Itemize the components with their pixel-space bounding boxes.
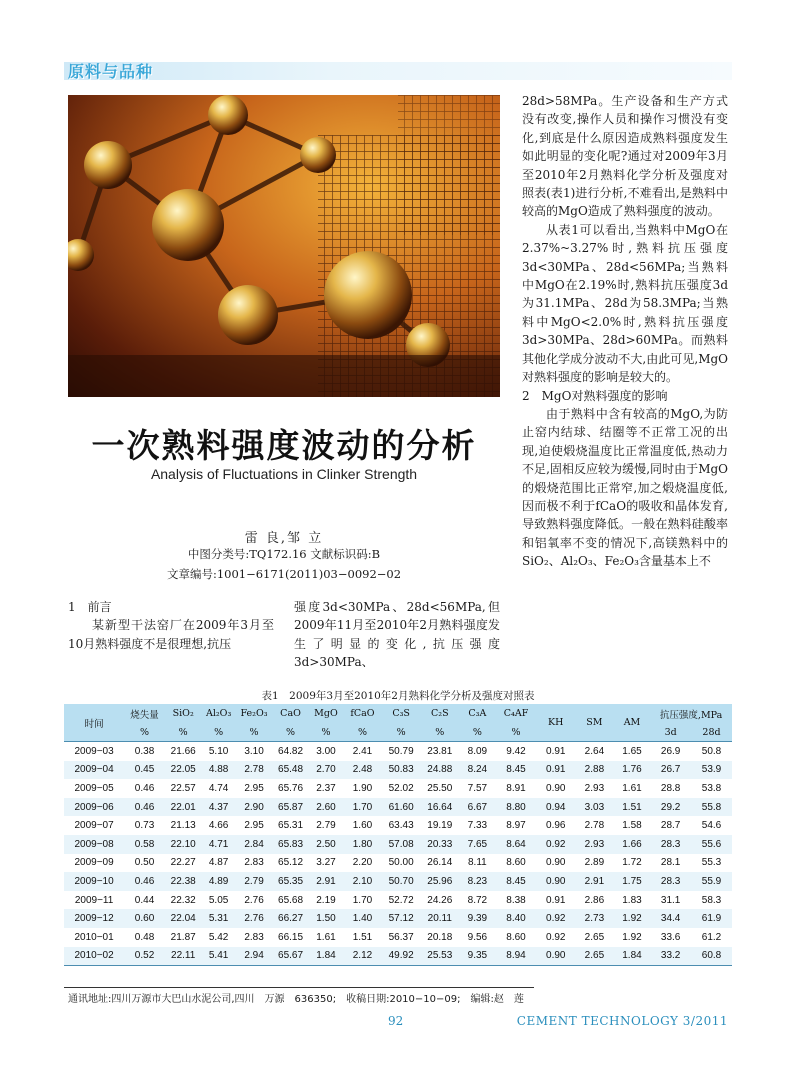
table-cell: 2.37	[316, 782, 336, 794]
table-cell: 2.60	[309, 798, 343, 817]
table-cell: 65.87	[272, 798, 309, 817]
header-col: C₃A	[459, 704, 496, 723]
table-cell: 1.83	[622, 894, 642, 906]
classification-line: 中图分类号:TQ172.16 文献标识码:B	[187, 547, 381, 561]
table-cell: 22.57	[170, 782, 196, 794]
table-cell: 1.90	[352, 782, 373, 794]
table-cell: 4.87	[208, 857, 229, 869]
table-cell: 57.12	[382, 909, 421, 928]
paragraph: 由于熟料中含有较高的MgO,为防止窑内结球、结圈等不正常工况的出现,迫使煅烧温度比正常温度低,热动力不足,固相反应较为缓慢,同时由于MgO的煅烧范围比正常窄,加之煅烧温度低,因而极不利于fCaO的吸收和晶体发育,导致熟料强度降低。一般在熟料硅酸率和铝氧率不变的情况下,高镁熟料中的SiO₂、Al₂O₃、Fe₂O₃含量基本上不	[522, 406, 728, 569]
header-unit: %	[420, 723, 459, 742]
header-28d: 28d	[691, 723, 732, 742]
header-sm: SM	[575, 704, 614, 742]
table-cell: 20.18	[427, 931, 453, 943]
table-cell: 0.48	[134, 931, 155, 943]
table-cell: 65.76	[278, 782, 304, 794]
table-cell: 0.91	[536, 742, 575, 761]
table-cell: 5.41	[201, 947, 235, 966]
table-cell: 8.23	[459, 872, 496, 891]
table-cell: 2.79	[316, 820, 336, 832]
header-col: Al₂O₃	[201, 704, 235, 723]
table-cell: 2.83	[244, 931, 264, 943]
table-cell: 22.38	[165, 872, 202, 891]
table-cell: 9.42	[496, 742, 537, 761]
table-cell: 8.97	[506, 820, 526, 832]
table-cell: 2.19	[316, 894, 336, 906]
paragraph: 28d>58MPa。生产设备和生产方式没有改变,操作人员和操作习惯没有变化,到底是什么原因造成熟料强度发生如此明显的变化呢?通过对2009年3月至2010年2月熟料化学分析及强度对照表(表1)进行分析,不难看出,是熟料中较高的MgO造成了熟料强度的波动。	[522, 94, 728, 219]
header-3d: 3d	[650, 723, 691, 742]
table-cell: 2.91	[309, 872, 343, 891]
table-cell: 9.39	[459, 909, 496, 928]
table-cell: 0.90	[536, 947, 575, 966]
table-cell: 2.20	[352, 857, 373, 869]
table-cell: 1.75	[614, 872, 651, 891]
table-cell: 1.84	[614, 947, 651, 966]
table-cell: 24.88	[420, 761, 459, 780]
table-cell: 61.2	[701, 931, 722, 943]
table-cell: 0.45	[124, 761, 165, 780]
body-column-middle	[294, 598, 500, 672]
table-cell: 2010−01	[74, 931, 114, 943]
table-cell: 22.10	[165, 835, 202, 854]
table-cell: 28.3	[650, 835, 691, 854]
table-cell: 65.48	[272, 761, 309, 780]
table-cell: 2.79	[236, 872, 273, 891]
table-cell: 28.7	[660, 820, 681, 832]
table-cell: 55.9	[691, 872, 732, 891]
table-cell: 1.50	[309, 909, 343, 928]
table-row	[64, 798, 732, 817]
table-cell: 21.87	[170, 931, 196, 943]
table-cell: 8.94	[496, 947, 537, 966]
table-cell: 0.92	[546, 931, 566, 943]
table-cell: 50.79	[382, 742, 421, 761]
table-cell: 22.01	[165, 798, 202, 817]
table-row	[64, 928, 732, 947]
table-cell: 1.84	[309, 947, 343, 966]
table-cell: 22.32	[170, 894, 196, 906]
table-cell: 22.05	[165, 761, 202, 780]
table-cell: 2.12	[343, 947, 382, 966]
table-cell: 20.11	[420, 909, 459, 928]
table-cell: 2009−11	[74, 894, 114, 906]
table-cell: 4.37	[201, 798, 235, 817]
table-cell: 1.61	[622, 782, 642, 794]
header-unit: %	[382, 723, 421, 742]
table-cell: 2.86	[584, 894, 605, 906]
table-cell: 2.95	[244, 782, 264, 794]
table-cell: 8.11	[468, 857, 487, 869]
header-col: CaO	[272, 704, 309, 723]
section-heading: 1 前言	[68, 600, 112, 614]
table-cell: 2.90	[236, 798, 273, 817]
table-row	[64, 816, 732, 835]
table-cell: 2009−09	[74, 857, 114, 869]
table-cell: 3.00	[309, 742, 343, 761]
table-cell: 0.46	[134, 782, 155, 794]
table-cell: 0.92	[536, 835, 575, 854]
table-cell: 28.8	[660, 782, 681, 794]
table-cell: 56.37	[388, 931, 414, 943]
table-cell: 50.8	[691, 742, 732, 761]
table-cell: 65.68	[278, 894, 304, 906]
table-cell: 3.03	[575, 798, 614, 817]
table-cell: 2009−07	[74, 820, 114, 832]
table-cell: 2.64	[575, 742, 614, 761]
table-cell: 26.14	[427, 857, 453, 869]
table-cell: 65.67	[272, 947, 309, 966]
header-col: MgO	[309, 704, 343, 723]
table-cell: 2.94	[236, 947, 273, 966]
molecule-illustration	[68, 95, 500, 397]
table-cell: 0.46	[124, 798, 165, 817]
table-cell: 1.60	[352, 820, 373, 832]
table-cell: 58.3	[701, 894, 722, 906]
table-caption: 表1 2009年3月至2010年2月熟料化学分析及强度对照表	[261, 690, 535, 702]
table-body	[64, 742, 732, 966]
table-cell: 2009−10	[64, 872, 124, 891]
table-cell: 1.92	[622, 931, 642, 943]
header-time: 时间	[64, 704, 124, 742]
table-cell: 0.46	[124, 872, 165, 891]
table-cell: 1.76	[614, 761, 651, 780]
body-column-left	[68, 598, 274, 653]
table-cell: 33.6	[660, 931, 681, 943]
table-cell: 2.10	[343, 872, 382, 891]
header-unit: %	[309, 723, 343, 742]
header-unit: %	[496, 723, 537, 742]
table-cell: 29.2	[650, 798, 691, 817]
table-cell: 1.51	[352, 931, 373, 943]
table-cell: 0.94	[536, 798, 575, 817]
table-cell: 4.88	[201, 761, 235, 780]
header-col: Fe₂O₃	[236, 704, 273, 723]
table-cell: 65.35	[272, 872, 309, 891]
header-unit: %	[343, 723, 382, 742]
table-cell: 7.57	[467, 782, 488, 794]
table-cell: 8.60	[506, 857, 526, 869]
table-cell: 2.73	[575, 909, 614, 928]
table-cell: 2010−02	[64, 947, 124, 966]
table-cell: 0.52	[124, 947, 165, 966]
table-cell: 1.51	[614, 798, 651, 817]
table-cell: 2.78	[236, 761, 273, 780]
table-cell: 52.72	[388, 894, 414, 906]
table-cell: 8.40	[496, 909, 537, 928]
table-cell: 2.88	[575, 761, 614, 780]
table-cell: 28.3	[650, 872, 691, 891]
table-cell: 55.6	[691, 835, 732, 854]
table-cell: 22.27	[170, 857, 196, 869]
table-cell: 0.92	[536, 909, 575, 928]
table-cell: 2.50	[309, 835, 343, 854]
table-cell: 5.42	[208, 931, 229, 943]
header-band	[64, 62, 732, 80]
table-cell: 0.60	[124, 909, 165, 928]
table-cell: 5.05	[208, 894, 229, 906]
table-cell: 1.80	[343, 835, 382, 854]
table-cell: 33.2	[650, 947, 691, 966]
table-cell: 8.91	[506, 782, 526, 794]
table-cell: 1.58	[622, 820, 642, 832]
table-cell: 2.76	[244, 894, 264, 906]
table-cell: 1.70	[352, 894, 373, 906]
table-cell: 0.91	[536, 761, 575, 780]
table-cell: 8.64	[496, 835, 537, 854]
table-cell: 2009−06	[64, 798, 124, 817]
table-cell: 19.19	[427, 820, 453, 832]
table-cell: 4.66	[208, 820, 229, 832]
table-cell: 2009−03	[64, 742, 124, 761]
table-cell: 50.70	[382, 872, 421, 891]
table-cell: 0.90	[546, 857, 566, 869]
table-cell: 55.3	[701, 857, 722, 869]
table-cell: 65.31	[278, 820, 304, 832]
table-row	[64, 854, 732, 873]
table-cell: 55.8	[691, 798, 732, 817]
table-row	[64, 947, 732, 966]
table-cell: 66.15	[278, 931, 304, 943]
table-row	[64, 761, 732, 780]
table-cell: 5.31	[201, 909, 235, 928]
data-table	[64, 704, 732, 966]
table-cell: 24.26	[427, 894, 453, 906]
table-cell: 60.8	[691, 947, 732, 966]
table-cell: 22.04	[165, 909, 202, 928]
table-cell: 1.61	[316, 931, 336, 943]
table-cell: 66.27	[272, 909, 309, 928]
table-cell: 50.83	[382, 761, 421, 780]
table-cell: 65.83	[272, 835, 309, 854]
header-col: 烧失量	[124, 704, 165, 723]
table-cell: 2.93	[584, 782, 605, 794]
authors: 雷 良,邹 立	[244, 531, 324, 546]
section-name: 原料与品种	[68, 62, 154, 81]
table-cell: 0.90	[536, 872, 575, 891]
table-cell: 28.1	[660, 857, 681, 869]
table-cell: 49.92	[382, 947, 421, 966]
header-unit: %	[124, 723, 165, 742]
table-cell: 2.48	[343, 761, 382, 780]
table-cell: 52.02	[388, 782, 414, 794]
table-cell: 1.66	[614, 835, 651, 854]
table-cell: 4.71	[201, 835, 235, 854]
table-row	[64, 835, 732, 854]
table-cell: 3.10	[236, 742, 273, 761]
table-cell: 8.09	[459, 742, 496, 761]
table-cell: 2.84	[236, 835, 273, 854]
table-cell: 2.95	[244, 820, 264, 832]
table-cell: 2009−05	[74, 782, 114, 794]
table-cell: 53.8	[701, 782, 722, 794]
table-cell: 1.70	[343, 798, 382, 817]
table-cell: 2009−04	[64, 761, 124, 780]
table-cell: 4.89	[201, 872, 235, 891]
table-cell: 2009−12	[64, 909, 124, 928]
paragraph: 从表1可以看出,当熟料中MgO在2.37%~3.27%时,熟料抗压强度3d<30MPa、28d<56MPa;当熟料中MgO在2.19%时,熟料抗压强度3d为31.1MPa、28d为58.3MPa;当熟料中MgO<2.0%时,熟料抗压强度3d>30MPa、28d>60MPa。而熟料其他化学成分波动不大,由此可见,MgO对熟料强度的影响是较大的。	[522, 222, 728, 385]
table-cell: 2.93	[575, 835, 614, 854]
table-cell: 23.81	[420, 742, 459, 761]
table-cell: 1.72	[622, 857, 642, 869]
table-cell: 6.67	[459, 798, 496, 817]
table-cell: 2.65	[575, 947, 614, 966]
table-cell: 2.83	[244, 857, 264, 869]
article-title: 一次熟料强度波动的分析	[91, 426, 477, 465]
header-col: C₂S	[420, 704, 459, 723]
table-cell: 8.45	[496, 761, 537, 780]
table-cell: 61.9	[691, 909, 732, 928]
table-cell: 2.70	[309, 761, 343, 780]
table-cell: 0.38	[124, 742, 165, 761]
table-cell: 25.53	[420, 947, 459, 966]
header-unit: %	[236, 723, 273, 742]
table-row	[64, 742, 732, 761]
table-cell: 1.92	[614, 909, 651, 928]
article-number-line: 文章编号:1001−6171(2011)03−0092−02	[166, 567, 402, 581]
table-cell: 64.82	[272, 742, 309, 761]
table-cell: 0.90	[546, 782, 566, 794]
header-am: AM	[614, 704, 651, 742]
table-cell: 31.1	[660, 894, 681, 906]
header-unit: %	[459, 723, 496, 742]
table-cell: 7.33	[467, 820, 488, 832]
table-cell: 61.60	[382, 798, 421, 817]
paragraph: 某新型干法窑厂在2009年3月至10月熟料强度不是很理想,抗压	[68, 618, 274, 651]
section-heading: 2 MgO对熟料强度的影响	[522, 388, 668, 403]
table-row	[64, 872, 732, 891]
header-kh: KH	[536, 704, 575, 742]
header-unit: %	[272, 723, 309, 742]
table-cell: 4.74	[208, 782, 229, 794]
table-cell: 65.12	[278, 857, 304, 869]
header-unit: %	[165, 723, 202, 742]
header-strength: 抗压强度,MPa	[650, 704, 732, 723]
header-unit: %	[201, 723, 235, 742]
table-cell: 2.65	[584, 931, 605, 943]
table-cell: 9.56	[467, 931, 488, 943]
table-cell: 16.64	[420, 798, 459, 817]
table-cell: 8.72	[467, 894, 488, 906]
table-cell: 8.80	[496, 798, 537, 817]
table-cell: 7.65	[459, 835, 496, 854]
table-cell: 21.66	[165, 742, 202, 761]
table-cell: 8.24	[459, 761, 496, 780]
page-number: 92	[388, 1014, 404, 1028]
table-cell: 25.50	[427, 782, 453, 794]
table-cell: 8.45	[496, 872, 537, 891]
table-cell: 2009−08	[64, 835, 124, 854]
table-cell: 2.76	[236, 909, 273, 928]
table-row	[64, 779, 732, 798]
table-cell: 25.96	[420, 872, 459, 891]
table-cell: 0.91	[546, 894, 566, 906]
table-row	[64, 891, 732, 910]
body-column-right	[522, 92, 728, 571]
table-cell: 2.91	[575, 872, 614, 891]
header-col: SiO₂	[165, 704, 202, 723]
footnote: 通讯地址:四川万源市大巴山水泥公司,四川 万源 636350; 收稿日期:2010−10−09; 编辑:赵 莲	[68, 994, 524, 1005]
table-cell: 8.60	[506, 931, 526, 943]
table-cell: 0.58	[124, 835, 165, 854]
table-cell: 26.7	[650, 761, 691, 780]
table-cell: 1.40	[343, 909, 382, 928]
table-cell: 34.4	[650, 909, 691, 928]
header-col: C₄AF	[496, 704, 537, 723]
table-cell: 57.08	[382, 835, 421, 854]
table-cell: 3.27	[316, 857, 336, 869]
table-cell: 0.96	[546, 820, 566, 832]
journal-name: CEMENT TECHNOLOGY 3/2011	[516, 1014, 728, 1028]
header-col: fCaO	[343, 704, 382, 723]
table-cell: 0.50	[134, 857, 155, 869]
table-cell: 5.10	[201, 742, 235, 761]
table-cell: 2.89	[584, 857, 605, 869]
table-cell: 1.65	[614, 742, 651, 761]
table-cell: 2.41	[343, 742, 382, 761]
table-row	[64, 909, 732, 928]
table-cell: 0.73	[134, 820, 155, 832]
table-cell: 22.11	[165, 947, 202, 966]
paragraph: 强度3d<30MPa、28d<56MPa,但2009年11月至2010年2月熟料强度发生了明显的变化,抗压强度3d>30MPa、	[294, 600, 500, 670]
table-cell: 54.6	[701, 820, 722, 832]
table-cell: 20.33	[420, 835, 459, 854]
table-cell: 63.43	[388, 820, 414, 832]
table-cell: 53.9	[691, 761, 732, 780]
table-cell: 21.13	[170, 820, 196, 832]
table-cell: 26.9	[650, 742, 691, 761]
table-cell: 0.44	[134, 894, 155, 906]
article-title-english: Analysis of Fluctuations in Clinker Strength	[150, 466, 418, 482]
table-cell: 50.00	[388, 857, 414, 869]
table-cell: 9.35	[459, 947, 496, 966]
table-cell: 8.38	[506, 894, 526, 906]
footnote-rule	[64, 987, 534, 988]
header-col: C₃S	[382, 704, 421, 723]
table-cell: 2.78	[584, 820, 605, 832]
